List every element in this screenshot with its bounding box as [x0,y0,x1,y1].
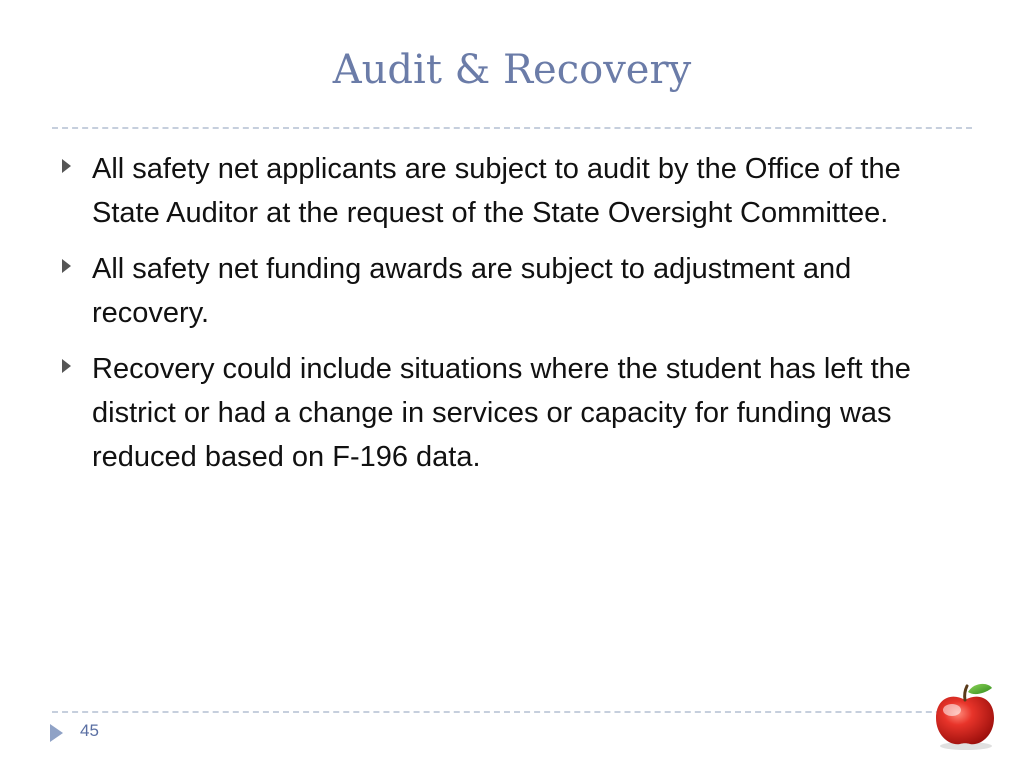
bullet-text: All safety net funding awards are subject to adjustment and recovery. [92,253,852,329]
bullet-triangle-icon [62,259,71,273]
slide-title: Audit & Recovery [332,47,692,93]
title-divider [52,127,972,129]
bullet-item [62,347,962,479]
bullet-item [62,147,962,235]
footer-divider [52,711,972,713]
bullet-text: Recovery could include situations where the student has left the district or had a change in services or capacity for funding was reduced based on F-196 data. [92,353,911,473]
bullet-triangle-icon [62,359,71,373]
apple-icon [930,680,1000,752]
footer-triangle-icon [50,724,63,742]
page-number: 45 [80,721,99,740]
bullet-text: All safety net applicants are subject to audit by the Office of the State Auditor at the request of the State Oversight Committee. [92,153,901,229]
bullet-item [62,247,962,335]
bullet-list [62,147,962,491]
bullet-triangle-icon [62,159,71,173]
